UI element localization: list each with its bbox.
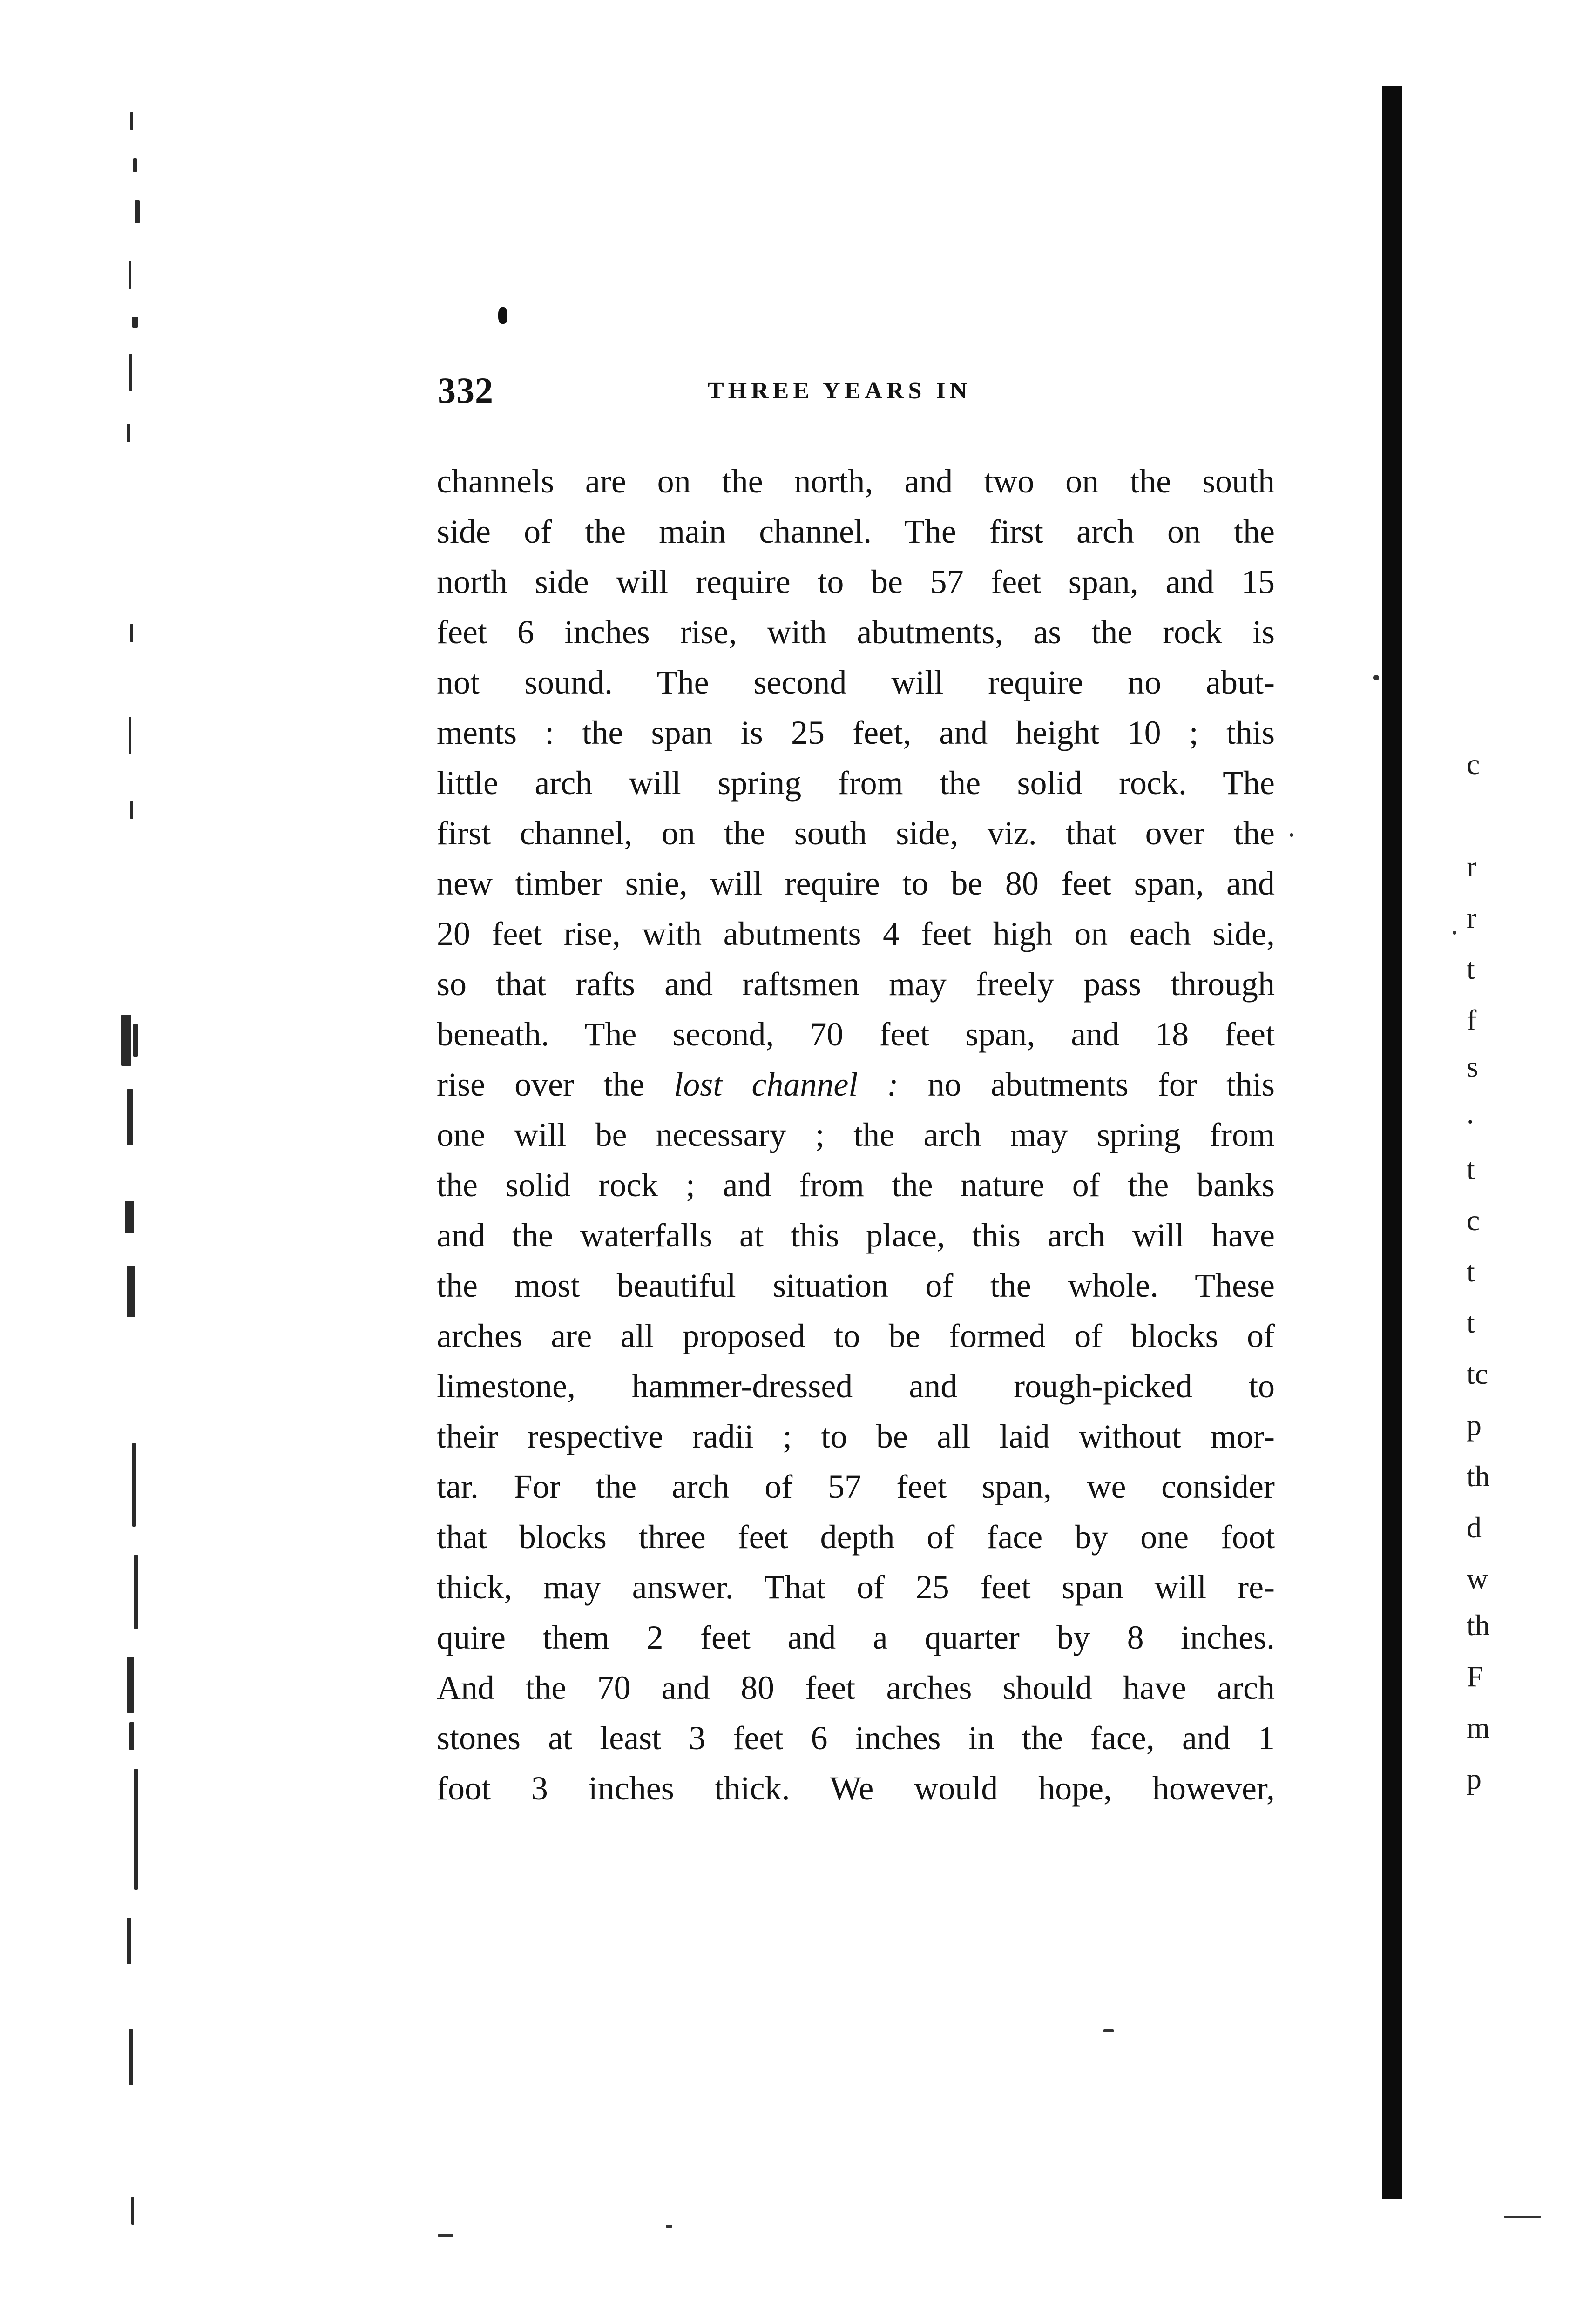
- text-line: quire them 2 feet and a quarter by 8 inches.: [437, 1619, 1275, 1656]
- text-line: that blocks three feet depth of face by one foot: [437, 1518, 1275, 1556]
- fragment: m: [1467, 1711, 1490, 1744]
- text-line: little arch will spring from the solid rock. The: [437, 764, 1275, 802]
- text-segment: rise over the: [437, 1066, 645, 1103]
- binding-gutter: [84, 74, 205, 2262]
- ink-mark: [498, 307, 507, 324]
- fragment: c: [1467, 1204, 1480, 1237]
- text-line: ments : the span is 25 feet, and height 10 ; this: [437, 714, 1275, 751]
- text-line: foot 3 inches thick. We would hope, however,: [437, 1770, 1275, 1807]
- speck: [1453, 931, 1456, 935]
- text-line: north side will require to be 57 feet span, and 15: [437, 563, 1275, 600]
- fragment: p: [1467, 1762, 1482, 1795]
- text-segment: no abutments for this: [927, 1066, 1275, 1103]
- italic-phrase: lost channel :: [674, 1066, 899, 1103]
- text-line: first channel, on the south side, viz. that over the: [437, 815, 1275, 852]
- text-line: arches are all proposed to be formed of blocks of: [437, 1317, 1275, 1354]
- page-number: 332: [438, 370, 494, 411]
- text-line: one will be necessary ; the arch may spring from: [437, 1116, 1275, 1153]
- speck: [1103, 2029, 1114, 2032]
- fragment: d: [1467, 1511, 1482, 1544]
- fragment: th: [1467, 1460, 1490, 1493]
- text-line: channels are on the north, and two on the south: [437, 463, 1275, 500]
- text-line: the most beautiful situation of the whole. These: [437, 1267, 1275, 1304]
- page-header: [438, 363, 1276, 419]
- text-line: and the waterfalls at this place, this arch will have: [437, 1217, 1275, 1254]
- text-line: stones at least 3 feet 6 inches in the face, and 1: [437, 1719, 1275, 1757]
- fragment: t: [1467, 1152, 1475, 1186]
- text-line: limestone, hammer-dressed and rough-picked to: [437, 1367, 1275, 1405]
- fragment: f: [1467, 1004, 1477, 1037]
- fragment: tc: [1467, 1357, 1489, 1390]
- fragment: w: [1467, 1562, 1489, 1595]
- fragment: t: [1467, 1306, 1475, 1339]
- text-line: the solid rock ; and from the nature of the banks: [437, 1166, 1275, 1204]
- fragment: .: [1467, 1097, 1474, 1130]
- text-line: beneath. The second, 70 feet span, and 18 feet: [437, 1016, 1275, 1053]
- fragment: F: [1467, 1660, 1483, 1693]
- fragment: t: [1467, 952, 1475, 985]
- speck: [438, 2234, 453, 2237]
- text-line: 20 feet rise, with abutments 4 feet high on each side,: [437, 915, 1275, 952]
- page-edge-shadow: [1382, 86, 1402, 2199]
- text-line: And the 70 and 80 feet arches should have arch: [437, 1669, 1275, 1706]
- text-line: so that rafts and raftsmen may freely pass through: [437, 965, 1275, 1003]
- fragment: r: [1467, 901, 1477, 934]
- fragment: t: [1467, 1255, 1475, 1288]
- text-line: feet 6 inches rise, with abutments, as the rock is: [437, 613, 1275, 651]
- text-line: their respective radii ; to be all laid without mor-: [437, 1418, 1275, 1455]
- fragment: th: [1467, 1609, 1490, 1642]
- text-line: new timber snie, will require to be 80 feet span, and: [437, 865, 1275, 902]
- fragment: c: [1467, 748, 1480, 781]
- fragment: s: [1467, 1050, 1478, 1083]
- body-text: [437, 456, 1275, 1813]
- speck: [1373, 675, 1379, 680]
- text-line: thick, may answer. That of 25 feet span will re-: [437, 1569, 1275, 1606]
- speck: [1290, 833, 1293, 837]
- text-line-mixed: [437, 1059, 1275, 1110]
- fragment: p: [1467, 1408, 1482, 1442]
- text-line: tar. For the arch of 57 feet span, we consider: [437, 1468, 1275, 1505]
- text-line: side of the main channel. The first arch on the: [437, 513, 1275, 550]
- running-head: THREE YEARS IN: [708, 377, 972, 404]
- speck: [666, 2225, 672, 2228]
- speck: [1504, 2216, 1541, 2218]
- text-line: not sound. The second will require no abut-: [437, 664, 1275, 701]
- fragment: r: [1467, 850, 1477, 883]
